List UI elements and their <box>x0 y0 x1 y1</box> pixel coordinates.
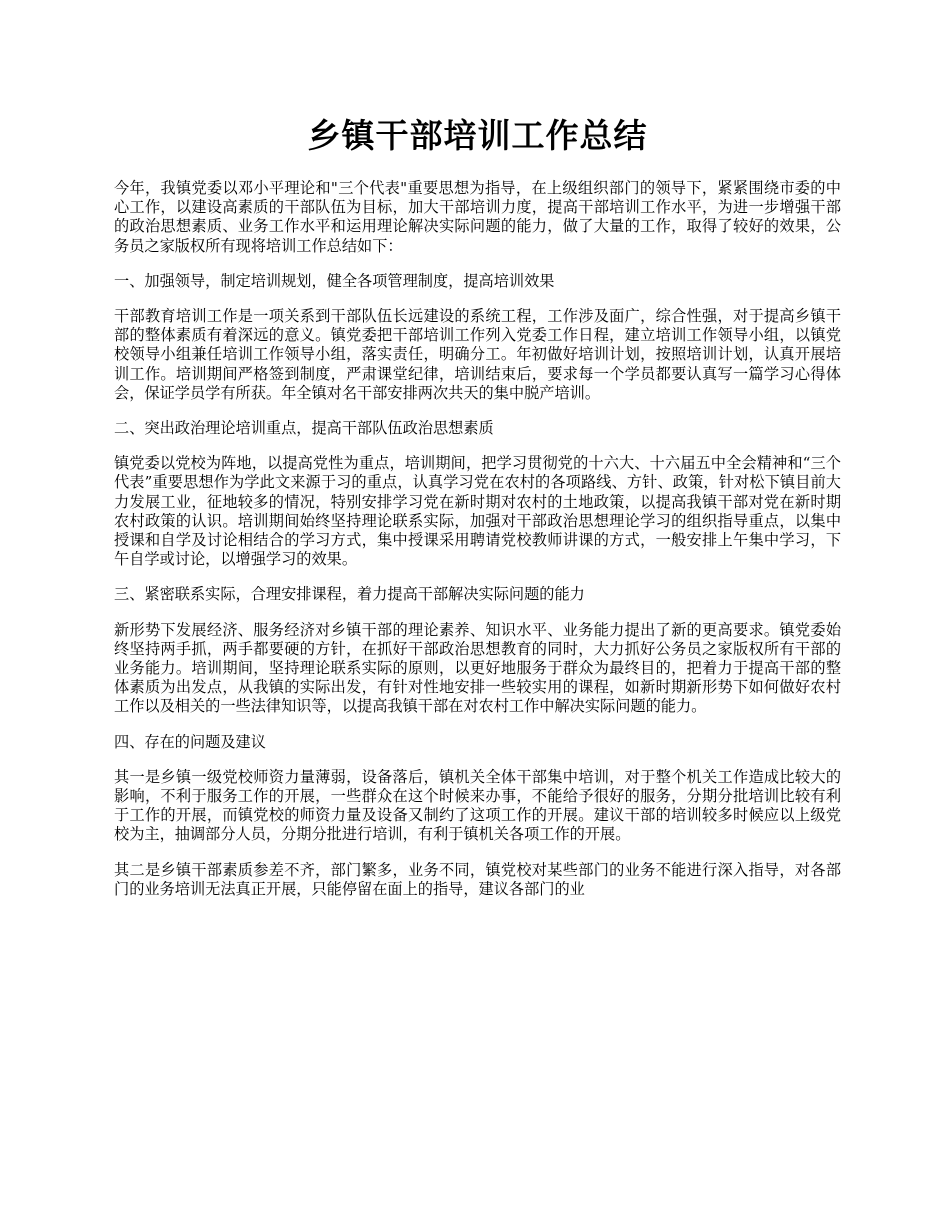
section-3-body: 新形势下发展经济、服务经济对乡镇干部的理论素养、知识水平、业务能力提出了新的更高要求。镇党委始终坚持两手抓，两手都要硬的方针，在抓好干部政治思想教育的同时，大力抓好公务员之家版权所有干部的业务能力。培训期间，坚持理论联系实际的原则，以更好地服务于群众为最终目的，把着力于提高干部的整体素质为出发点，从我镇的实际出发，有针对性地安排一些较实用的课程，如新时期新形势下如何做好农村工作以及相关的一些法律知识等，以提高我镇干部在对农村工作中解决实际问题的能力。 <box>114 620 841 716</box>
section-4-heading: 四、存在的问题及建议 <box>114 732 266 751</box>
section-3-heading: 三、紧密联系实际，合理安排课程，着力提高干部解决实际问题的能力 <box>114 585 585 604</box>
closing-paragraph: 其二是乡镇干部素质参差不齐，部门繁多，业务不同，镇党校对某些部门的业务不能进行深入指导，对各部门的业务培训无法真正开展，只能停留在面上的指导，建议各部门的业 <box>114 860 841 898</box>
section-4-body: 其一是乡镇一级党校师资力量薄弱，设备落后，镇机关全体干部集中培训，对于整个机关工作造成比较大的影响，不利于服务工作的开展，一些群众在这个时候来办事，不能给予很好的服务，分期分批培训比较有利于工作的开展，而镇党校的师资力量及设备又制约了这项工作的开展。建议干部的培训较多时候应以上级党校为主，抽调部分人员，分期分批进行培训，有利于镇机关各项工作的开展。 <box>114 767 841 844</box>
document-page <box>114 112 841 915</box>
section-1-body: 干部教育培训工作是一项关系到干部队伍长远建设的系统工程，工作涉及面广，综合性强，对于提高乡镇干部的整体素质有着深远的意义。镇党委把干部培训工作列入党委工作日程，建立培训工作领导小组，以镇党校领导小组兼任培训工作领导小组，落实责任，明确分工。年初做好培训计划，按照培训计划，认真开展培训工作。培训期间严格签到制度，严肃课堂纪律，培训结束后，要求每一个学员都要认真写一篇学习心得体会，保证学员学有所获。年全镇对名干部安排两次共天的集中脱产培训。 <box>114 307 841 402</box>
section-2-body: 镇党委以党校为阵地，以提高党性为重点，培训期间，把学习贯彻党的十六大、十六届五中全会精神和“三个代表”重要思想作为学此文来源于习的重点，认真学习党在农村的各项路线、方针、政策，针对松下镇目前大力发展工业，征地较多的情况，特别安排学习党在新时期对农村的土地政策，以提高我镇干部对党在新时期农村政策的认识。培训期间始终坚持理论联系实际，加强对干部政治思想理论学习的组织指导重点，以集中授课和自学及讨论相结合的学习方式，集中授课采用聘请党校教师讲课的方式，一般安排上午集中学习，下午自学或讨论，以增强学习的效果。 <box>114 454 841 569</box>
section-2-heading: 二、突出政治理论培训重点，提高干部队伍政治思想素质 <box>114 419 494 438</box>
document-title: 乡镇干部培训工作总结 <box>307 116 648 155</box>
intro-paragraph: 今年，我镇党委以邓小平理论和"三个代表"重要思想为指导，在上级组织部门的领导下，紧紧围绕市委的中心工作，以建设高素质的干部队伍为目标，加大干部培训力度，提高干部培训工作水平，为进一步增强干部的政治思想素质、业务工作水平和运用理论解决实际问题的能力，做了大量的工作，取得了较好的效果，公务员之家版权所有现将培训工作总结如下： <box>114 179 841 255</box>
section-1-heading: 一、加强领导，制定培训规划，健全各项管理制度，提高培训效果 <box>114 271 555 290</box>
